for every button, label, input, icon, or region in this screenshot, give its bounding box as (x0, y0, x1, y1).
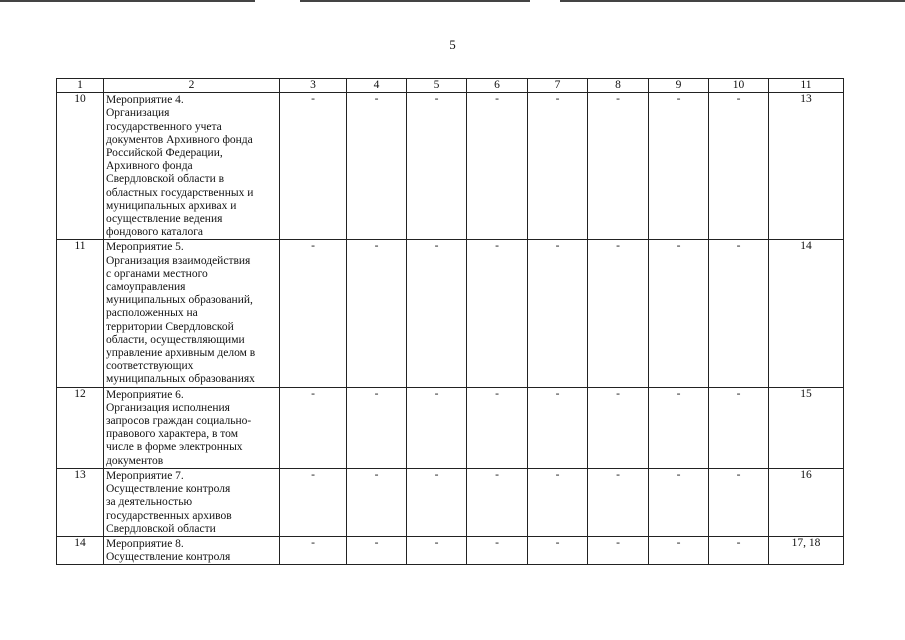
measure-name-line: осуществление ведения (106, 213, 223, 226)
column-header: 3 (280, 79, 347, 93)
measure-name-line: правового характера, в том (106, 428, 238, 441)
table-cell: - (649, 93, 709, 240)
measure-name-line: областных государственных и (106, 186, 254, 199)
measure-name-line: Свердловской области в (106, 173, 225, 186)
measure-name-line: муниципальных образованиях (106, 373, 255, 386)
measure-name-line: Организация исполнения (106, 401, 230, 414)
table-cell: - (528, 240, 588, 387)
table-row (57, 468, 844, 536)
target-indicator-ref: 14 (769, 240, 844, 387)
table-cell: - (280, 93, 347, 240)
column-header: 5 (407, 79, 467, 93)
column-header: 2 (104, 79, 280, 93)
scan-top-rule-right (560, 0, 905, 2)
row-number: 12 (57, 387, 104, 468)
table-cell: - (709, 93, 769, 240)
measure-name (104, 468, 280, 536)
page-number: 5 (449, 37, 456, 52)
measure-name (104, 387, 280, 468)
table-cell: - (467, 536, 528, 564)
table-cell: - (649, 387, 709, 468)
table-cell: - (407, 468, 467, 536)
measure-name-line: Мероприятие 4. (106, 94, 184, 107)
table-cell: - (280, 468, 347, 536)
table-cell: - (407, 536, 467, 564)
measure-name-line: Осуществление контроля (106, 483, 231, 496)
table-cell: - (467, 387, 528, 468)
table-cell: - (280, 536, 347, 564)
column-header: 1 (57, 79, 104, 93)
measure-name-line: территории Свердловской (106, 320, 234, 333)
measure-name-line: Осуществление контроля (106, 551, 231, 564)
measures-table (56, 78, 844, 565)
table-cell: - (347, 93, 407, 240)
table-cell: - (347, 240, 407, 387)
table-cell: - (528, 93, 588, 240)
measure-name-line: расположенных на (106, 307, 198, 320)
row-number: 11 (57, 240, 104, 387)
table-row (57, 93, 844, 240)
column-header: 9 (649, 79, 709, 93)
table-cell: - (280, 240, 347, 387)
table-cell: - (528, 387, 588, 468)
target-indicator-ref: 15 (769, 387, 844, 468)
table-cell: - (588, 93, 649, 240)
measure-name-line: запросов граждан социально- (106, 415, 252, 428)
measure-name-line: числе в форме электронных (106, 441, 243, 454)
table-cell: - (467, 468, 528, 536)
column-header: 7 (528, 79, 588, 93)
table-cell: - (588, 387, 649, 468)
column-header: 10 (709, 79, 769, 93)
table-cell: - (649, 468, 709, 536)
table-cell: - (649, 240, 709, 387)
measure-name-line: Российской Федерации, (106, 147, 223, 160)
measure-name (104, 536, 280, 564)
measure-name-line: Организация взаимодействия (106, 254, 251, 267)
measure-name-line: с органами местного (106, 267, 208, 280)
table-cell: - (649, 536, 709, 564)
table-cell: - (588, 536, 649, 564)
row-number: 10 (57, 93, 104, 240)
table-row (57, 387, 844, 468)
table-row (57, 240, 844, 387)
target-indicator-ref: 13 (769, 93, 844, 240)
table-cell: - (347, 536, 407, 564)
measure-name-line: Свердловской области (106, 522, 216, 535)
header-row (57, 79, 844, 93)
table-cell: - (407, 240, 467, 387)
measure-name-line: Мероприятие 8. (106, 537, 184, 550)
table-cell: - (407, 387, 467, 468)
measure-name-line: муниципальных образований, (106, 294, 253, 307)
measure-name-line: соответствующих (106, 360, 194, 373)
table-cell: - (588, 468, 649, 536)
measure-name-line: области, осуществляющими (106, 333, 245, 346)
scan-top-rule-left (0, 0, 255, 2)
column-header: 4 (347, 79, 407, 93)
measure-name-line: фондового каталога (106, 226, 204, 239)
measure-name-line: Организация (106, 107, 170, 120)
column-header: 6 (467, 79, 528, 93)
target-indicator-ref: 16 (769, 468, 844, 536)
scan-top-rule-middle (300, 0, 530, 2)
column-header: 8 (588, 79, 649, 93)
measure-name-line: государственных архивов (106, 509, 232, 522)
table-cell: - (709, 240, 769, 387)
measure-name-line: государственного учета (106, 120, 222, 133)
column-header: 11 (769, 79, 844, 93)
table-cell: - (709, 468, 769, 536)
table-cell: - (709, 387, 769, 468)
table-cell: - (347, 387, 407, 468)
table-cell: - (709, 536, 769, 564)
measure-name-line: документов (106, 454, 164, 467)
measure-name-line: самоуправления (106, 281, 186, 294)
table-cell: - (347, 468, 407, 536)
table-cell: - (467, 93, 528, 240)
table-cell: - (588, 240, 649, 387)
target-indicator-ref: 17, 18 (769, 536, 844, 564)
measure-name-line: за деятельностью (106, 496, 193, 509)
measure-name-line: управление архивным делом в (106, 347, 256, 360)
measure-name (104, 240, 280, 387)
table-cell: - (528, 468, 588, 536)
table-cell: - (280, 387, 347, 468)
measure-name-line: Мероприятие 5. (106, 241, 184, 254)
row-number: 14 (57, 536, 104, 564)
table-row (57, 536, 844, 564)
row-number: 13 (57, 468, 104, 536)
measure-name-line: Мероприятие 6. (106, 388, 184, 401)
table-cell: - (467, 240, 528, 387)
table-cell: - (407, 93, 467, 240)
measure-name-line: Архивного фонда (106, 160, 193, 173)
measure-name-line: муниципальных архивах и (106, 199, 237, 212)
measure-name-line: документов Архивного фонда (106, 133, 253, 146)
measure-name (104, 93, 280, 240)
table-cell: - (528, 536, 588, 564)
measure-name-line: Мероприятие 7. (106, 469, 184, 482)
